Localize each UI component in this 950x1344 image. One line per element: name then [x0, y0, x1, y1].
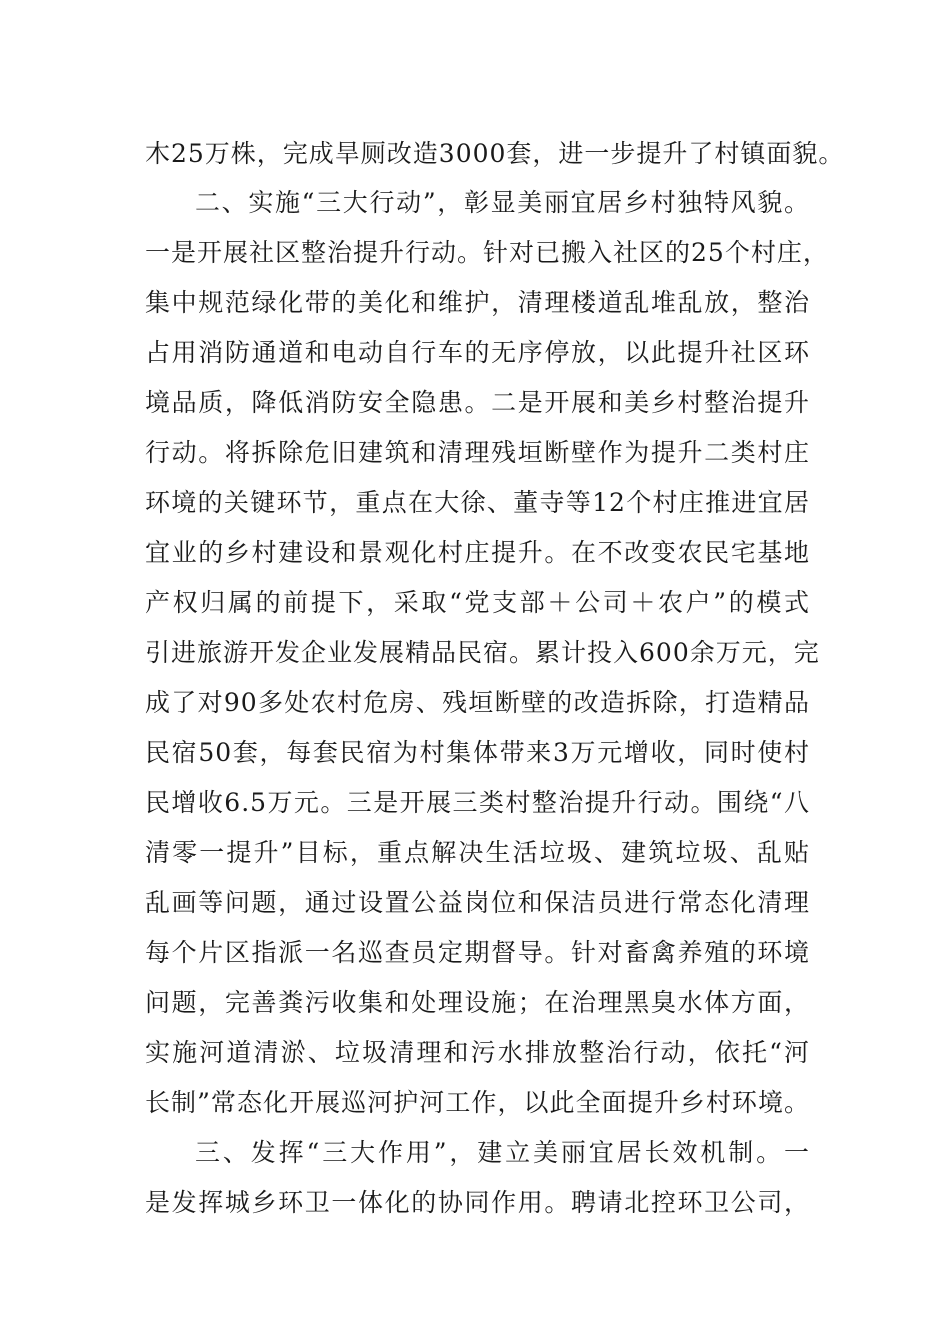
- text-line: 集中规范绿化带的美化和维护，清理楼道乱堆乱放，整治: [145, 288, 810, 317]
- text-line: 引进旅游开发企业发展精品民宿。累计投入600余万元，完: [145, 638, 820, 667]
- text-line: 民宿50套，每套民宿为村集体带来3万元增收，同时使村: [145, 738, 810, 767]
- text-line: 民增收6.5万元。三是开展三类村整治提升行动。围绕“八: [145, 788, 810, 817]
- text-line: 问题，完善粪污收集和处理设施；在治理黑臭水体方面，: [145, 988, 810, 1017]
- text-line: 环境的关键环节，重点在大徐、董寺等12个村庄推进宜居: [145, 488, 810, 517]
- text-line: 是发挥城乡环卫一体化的协同作用。聘请北控环卫公司，: [145, 1188, 810, 1217]
- text-line: 行动。将拆除危旧建筑和清理残垣断壁作为提升二类村庄: [145, 438, 810, 467]
- text-line: 一是开展社区整治提升行动。针对已搬入社区的25个村庄，: [145, 238, 829, 267]
- text-line: 宜业的乡村建设和景观化村庄提升。在不改变农民宅基地: [145, 538, 810, 567]
- text-line: 占用消防通道和电动自行车的无序停放，以此提升社区环: [145, 338, 810, 367]
- text-line: 清零一提升”目标，重点解决生活垃圾、建筑垃圾、乱贴: [145, 838, 810, 867]
- text-line: 成了对90多处农村危房、残垣断壁的改造拆除，打造精品: [145, 688, 810, 717]
- text-line: 每个片区指派一名巡查员定期督导。针对畜禽养殖的环境: [145, 938, 810, 967]
- text-line: 实施河道清淤、垃圾清理和污水排放整治行动，依托“河: [145, 1038, 810, 1067]
- text-line: 境品质，降低消防安全隐患。二是开展和美乡村整治提升: [145, 388, 810, 417]
- text-line: 乱画等问题，通过设置公益岗位和保洁员进行常态化清理: [145, 888, 810, 917]
- text-line: 木25万株，完成旱厕改造3000套，进一步提升了村镇面貌。: [145, 139, 845, 168]
- section-heading-2: 二、实施“三大行动”，彰显美丽宜居乡村独特风貌。: [195, 188, 810, 217]
- section-heading-3: 三、发挥“三大作用”，建立美丽宜居长效机制。一: [195, 1138, 810, 1167]
- text-line: 长制”常态化开展巡河护河工作，以此全面提升乡村环境。: [145, 1088, 810, 1117]
- text-line: 产权归属的前提下，采取“党支部＋公司＋农户”的模式: [145, 588, 810, 617]
